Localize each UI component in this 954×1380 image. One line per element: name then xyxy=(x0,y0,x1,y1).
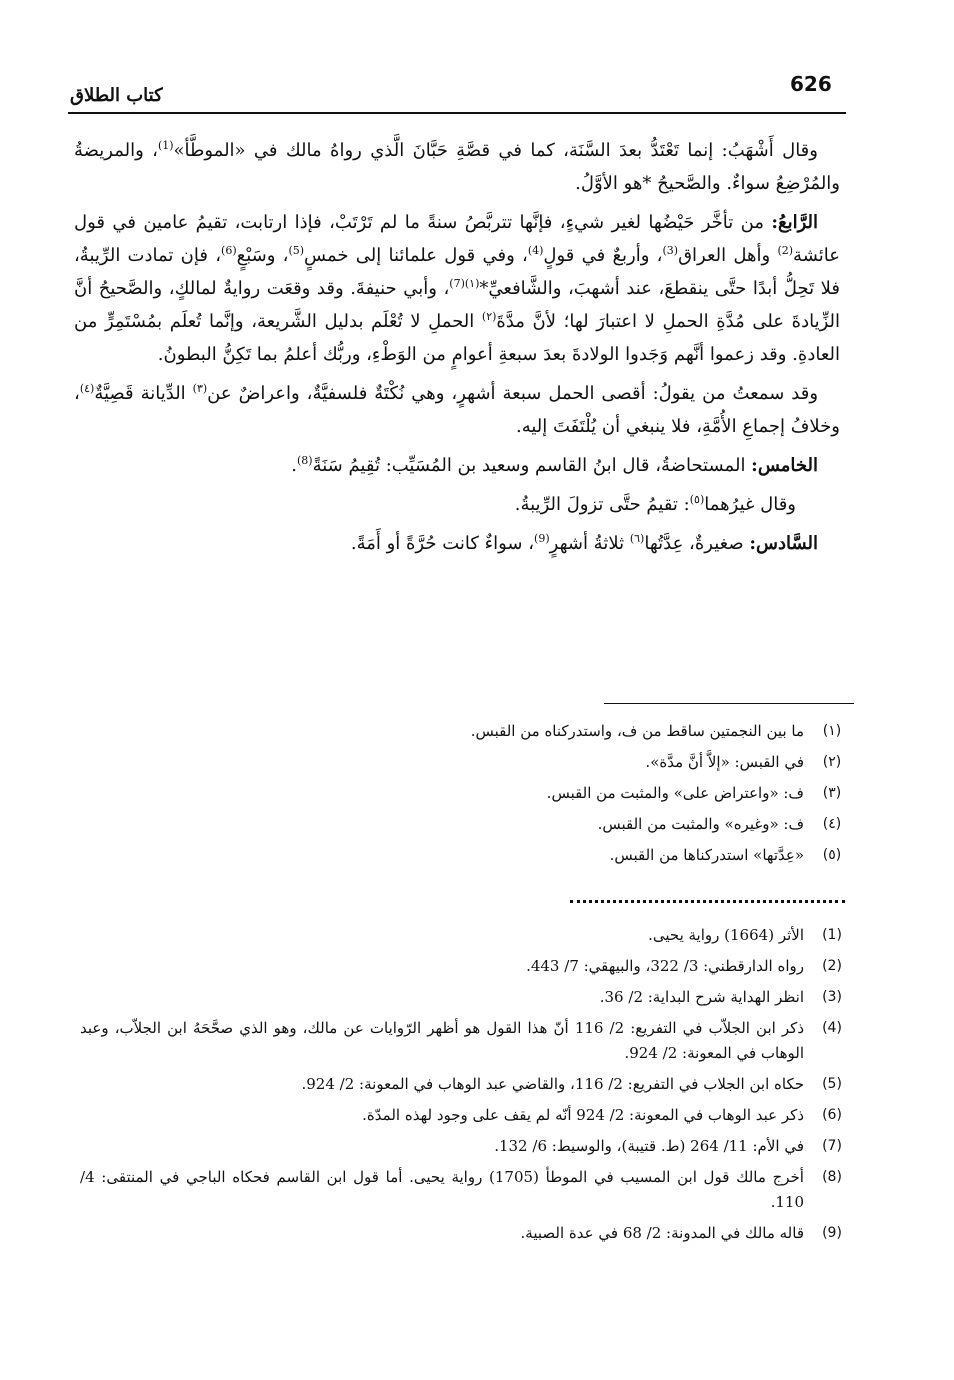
footnote-ref: (١)(7) xyxy=(449,277,480,290)
paragraph-text: : تقيمُ حتَّى تزولَ الرِّيبةُ. xyxy=(514,494,690,515)
footnote-ref: (٤) xyxy=(79,382,95,395)
footnote-marker: (6) xyxy=(822,1107,842,1123)
footnote-marker: (8) xyxy=(822,1169,842,1185)
footnote-item xyxy=(80,985,856,1010)
paragraph-text: ، وأبي حنيفةَ. وقد وقعَت روايةٌ لمالكٍ، والصَّحيحُ أنَّ الزِّيادةَ على مُدَّةِ الحملِ لا اعتبارَ لها؛ لأنَّ مدَّةَ xyxy=(74,278,840,332)
footnote-item xyxy=(80,954,856,979)
footnote-item xyxy=(80,923,856,948)
footnote-marker: (٥) xyxy=(822,847,842,863)
paragraph-text: ، وسَبْعٍ xyxy=(236,245,289,266)
footnote-marker: (٤) xyxy=(822,816,842,832)
paragraph-text: الدِّيانة قَصِيَّةٌ xyxy=(94,383,193,404)
paragraph-text: ، وفي قول علمائنا إلى خمسٍ xyxy=(304,245,528,266)
footnote-ref: (٢) xyxy=(481,310,497,323)
footnote-separator-rule xyxy=(604,703,854,704)
source-footnotes xyxy=(80,923,856,1252)
paragraph-text: وأهل العراق xyxy=(678,245,778,266)
footnote-marker: (7) xyxy=(822,1138,842,1154)
footnote-text: في القبس: «إلاَّ أنَّ مدَّة». xyxy=(645,753,804,771)
footnote-marker: (2) xyxy=(822,958,842,974)
footnote-item xyxy=(80,1016,856,1066)
footnote-text: «عِدَّتها» استدركناها من القبس. xyxy=(609,846,804,864)
footnote-item xyxy=(80,1103,856,1128)
paragraph-ashhab xyxy=(74,134,840,200)
footnote-marker: (٢) xyxy=(822,754,842,770)
footnote-marker: (5) xyxy=(822,1076,842,1092)
footnote-ref: (2) xyxy=(777,244,794,257)
paragraph-text: . xyxy=(291,455,297,476)
section-lead: السَّادس: xyxy=(749,533,818,554)
paragraph-text: صغيرةٌ، عِدَّتُها xyxy=(644,533,750,554)
footnote-ref: (5) xyxy=(288,244,305,257)
footnote-text: حكاه ابن الجلاب في التفريع: 2/ 116، والقاضي عبد الوهاب في المعونة: 2/ 924. xyxy=(301,1075,804,1093)
section-lead: الرَّابعُ: xyxy=(771,212,818,233)
paragraph-others xyxy=(74,488,840,521)
manuscript-footnotes xyxy=(80,718,856,873)
footnote-ref: (8) xyxy=(296,454,313,467)
paragraph-text: ، والمريضةُ والمُرْضِعُ سواءٌ. والصَّحيحُ *هو الأوَّلُ. xyxy=(74,140,840,194)
footnote-item xyxy=(80,1134,856,1159)
footnote-text: أخرج مالك قول ابن المسيب في الموطأ (1705) رواية يحيى. أما قول ابن القاسم فحكاه الباجي في المنتقى: 4/ 110. xyxy=(80,1168,804,1211)
paragraph-text: ، وخلافُ إجماعِ الأُمَّةِ، فلا ينبغي أن يُلْتَفَتَ إليه. xyxy=(74,383,840,437)
footnote-text: ف: «وغيره» والمثبت من القبس. xyxy=(597,815,804,833)
footnote-ref: (٥) xyxy=(689,493,705,506)
paragraph-text: ، سواءٌ كانت حُرَّةً أو أَمَةً. xyxy=(350,533,535,554)
dotted-separator xyxy=(570,900,845,903)
footnote-marker: (3) xyxy=(822,989,842,1005)
paragraph-text: ، وأربعٌ في قولٍ xyxy=(543,245,663,266)
footnote-text: في الأم: 11/ 264 (ط. قتيبة)، والوسيط: 6/ 132. xyxy=(494,1137,804,1155)
paragraph-text: من تأخَّر حَيْضُها لغير شيءٍ، فإنَّها تتربَّصُ سنةً ما لم تَرْتَبْ، فإذا ارتابت، تقيمُ عامين في قول عائشة xyxy=(74,212,840,266)
running-header-title: كتاب الطلاق xyxy=(70,85,163,106)
footnote-item xyxy=(80,842,856,873)
footnote-text: قاله مالك في المدونة: 2/ 68 في عدة الصبية. xyxy=(520,1224,804,1242)
paragraph-fourth xyxy=(74,206,840,371)
footnote-marker: (4) xyxy=(822,1020,842,1036)
footnote-item xyxy=(80,749,856,780)
section-lead: الخامس: xyxy=(751,455,818,476)
footnote-ref: (1) xyxy=(157,139,174,152)
footnote-marker: (٣) xyxy=(822,785,842,801)
footnote-text: انظر الهداية شرح البداية: 2/ 36. xyxy=(599,988,804,1006)
paragraph-sixth xyxy=(74,527,840,560)
header-rule xyxy=(68,112,846,114)
footnote-text: ما بين النجمتين ساقط من ف، واستدركناه من القبس. xyxy=(470,722,804,740)
paragraph-text: ثلاثةُ أشهرٍ xyxy=(549,533,630,554)
footnote-text: الأثر (1664) رواية يحيى. xyxy=(648,926,804,944)
footnote-ref: (٦) xyxy=(629,532,645,545)
footnote-ref: (4) xyxy=(527,244,544,257)
footnote-text: ف: «واعتراض على» والمثبت من القبس. xyxy=(546,784,804,802)
footnote-marker: (١) xyxy=(822,723,842,739)
footnote-item xyxy=(80,1165,856,1215)
paragraph-fifth xyxy=(74,449,840,482)
page-number: 626 xyxy=(790,72,832,96)
footnote-text: ذكر ابن الجلاّب في التفريع: 2/ 116 أنّ هذا القول هو أظهر الرّوايات عن مالك، وهو الذي صحَّحَهُ ابن الجلاّب، وعبد الوهاب في المعونة: 2/ 924. xyxy=(80,1019,804,1062)
footnote-marker: (1) xyxy=(822,927,842,943)
paragraph-seven-months xyxy=(74,377,840,443)
footnote-marker: (9) xyxy=(822,1225,842,1241)
footnote-item xyxy=(80,1072,856,1097)
paragraph-text: وقد سمعتُ من يقولُ: أقصى الحمل سبعة أشهرٍ، وهي نُكْتَةٌ فلسفيَّةٌ، واعراضٌ عن xyxy=(207,383,819,404)
footnote-item xyxy=(80,811,856,842)
paragraph-text: وقال غيرُهما xyxy=(704,494,796,515)
footnote-text: رواه الدارقطني: 3/ 322، والبيهقي: 7/ 443. xyxy=(526,957,804,975)
footnote-ref: (3) xyxy=(662,244,679,257)
main-text xyxy=(74,134,840,566)
footnote-ref: (6) xyxy=(221,244,237,257)
footnote-item xyxy=(80,780,856,811)
paragraph-text: وقال أَشْهَبُ: إنما تَعْتَدُّ بعدَ السَّنَة، كما في قصَّةِ حَبَّانَ الَّذي رواهُ مالك في «الموطَّأ» xyxy=(173,140,818,161)
footnote-item xyxy=(80,1221,856,1246)
footnote-item xyxy=(80,718,856,749)
footnote-ref: (9) xyxy=(534,532,550,545)
paragraph-text: ، فإن تمادت الرِّيبةُ، فلا تَحِلُّ أبدًا حتَّى ينقطعَ، عند أشهبَ، والشَّافعيِّ* xyxy=(74,245,840,299)
footnote-text: ذكر عبد الوهاب في المعونة: 2/ 924 أنّه لم يقف على وجود لهذه المدّة. xyxy=(362,1106,804,1124)
footnote-ref: (٣) xyxy=(192,382,208,395)
paragraph-text: المستحاضةُ، قال ابنُ القاسم وسعيد بن المُسَيِّب: تُقِيمُ سَنَةً xyxy=(312,455,752,476)
paragraph-text: الحملِ لا تُعْلَم بدليل الشَّريعة، وإنَّما تُعلَم بمُسْتَمِرٍّ من العادةِ. وقد زعموا أنَّهم وَجَدوا الولادةَ بعدَ سبعةِ أعوامٍ من الوَطْءِ، وربُّك أعلمُ بما تَكِنُّ البطونُ. xyxy=(74,311,840,365)
